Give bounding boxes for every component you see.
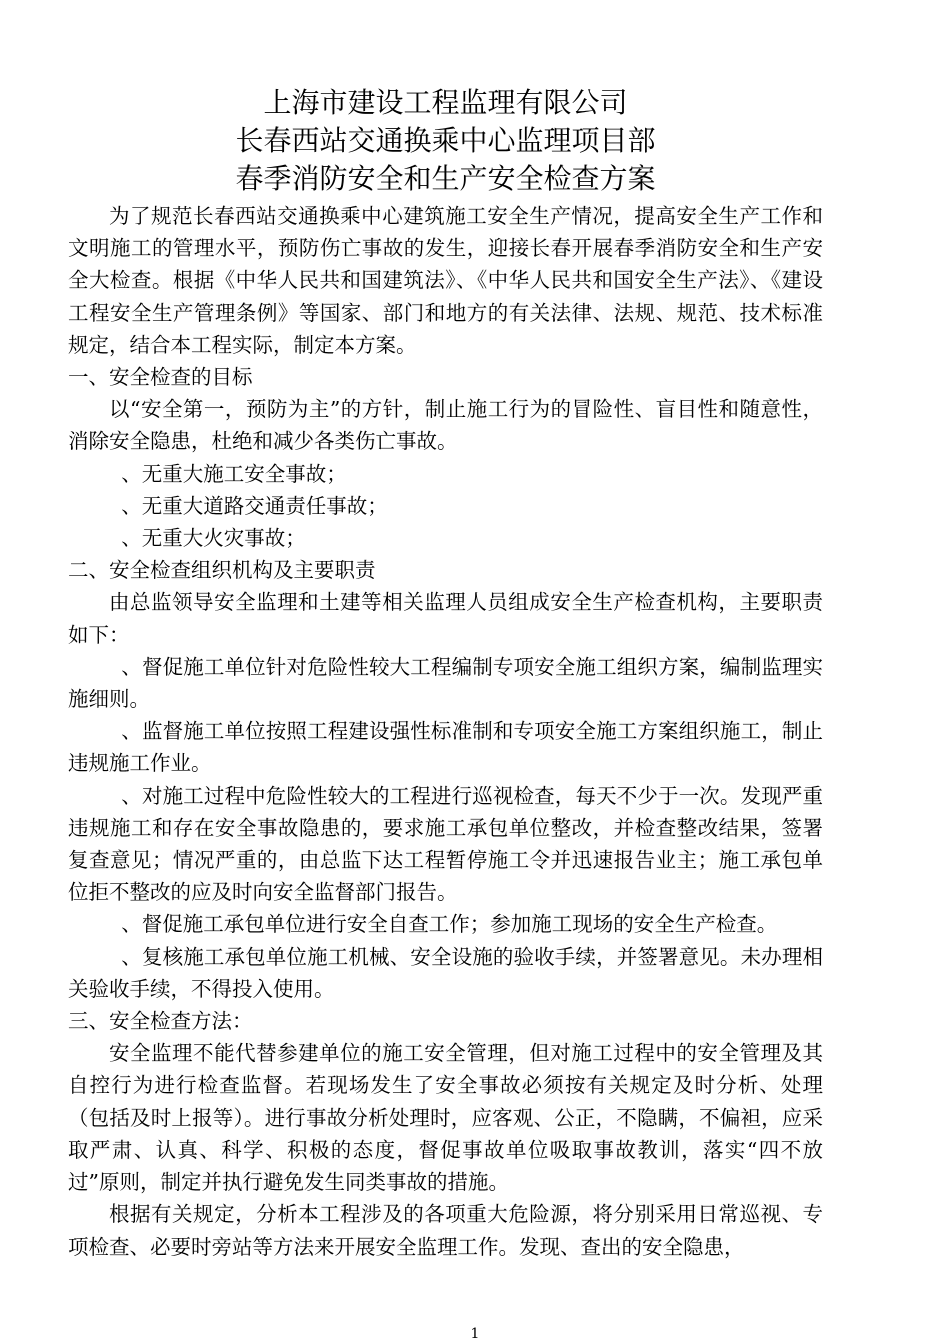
section-1-heading: 一、安全检查的目标	[68, 365, 253, 390]
section-1-item: 、无重大施工安全事故；	[121, 461, 347, 486]
company-title: 上海市建设工程监理有限公司	[263, 86, 628, 119]
section-1-item: 、无重大道路交通责任事故；	[121, 493, 388, 518]
section-3-paragraph: 根据有关规定，分析本工程涉及的各项重大危险源，将分别采用日常巡视、专项检查、必要时旁站等方法来开展安全监理工作。发现、查出的安全隐患，	[68, 1202, 823, 1259]
page-number: 1	[470, 1326, 480, 1342]
section-1-paragraph: 以“安全第一，预防为主”的方针，制止施工行为的冒险性、盲目性和随意性，消除安全隐患，杜绝和减少各类伤亡事故。	[68, 397, 823, 454]
section-3-heading: 三、安全检查方法：	[68, 1009, 253, 1034]
project-title: 长春西站交通换乘中心监理项目部	[235, 124, 656, 157]
section-2-item: 、监督施工单位按照工程建设强性标准制和专项安全施工方案组织施工，制止违规施工作业。	[68, 719, 823, 776]
section-2-item: 、对施工过程中危险性较大的工程进行巡视检查，每天不少于一次。发现严重违规施工和存在安全事故隐患的，要求施工承包单位整改，并检查整改结果，签署复查意见；情况严重的，由总监下达工程暂停施工令并迅速报告业主；施工承包单位拒不整改的应及时向安全监督部门报告。	[68, 783, 823, 905]
section-2-item: 、督促施工承包单位进行安全自查工作；参加施工现场的安全生产检查。	[121, 912, 778, 937]
section-3-paragraph: 安全监理不能代替参建单位的施工安全管理，但对施工过程中的安全管理及其自控行为进行检查监督。若现场发生了安全事故必须按有关规定及时分析、处理（包括及时上报等）。进行事故分析处理时，应客观、公正，不隐瞒，不偏袒，应采取严肃、认真、科学、积极的态度，督促事故单位吸取事故教训，落实“四不放过”原则，制定并执行避免发生同类事故的措施。	[68, 1041, 823, 1195]
section-2-heading: 二、安全检查组织机构及主要职责	[68, 558, 376, 583]
section-1-item: 、无重大火灾事故；	[121, 526, 306, 551]
intro-paragraph: 为了规范长春西站交通换乘中心建筑施工安全生产情况，提高安全生产工作和文明施工的管理水平，预防伤亡事故的发生，迎接长春开展春季消防安全和生产安全大检查。根据《中华人民共和国建筑法》、《中华人民共和国安全生产法》、《建设工程安全生产管理条例》等国家、部门和地方的有关法律、法规、规范、技术标准规定，结合本工程实际，制定本方案。	[68, 204, 823, 357]
plan-title: 春季消防安全和生产安全检查方案	[235, 162, 656, 195]
section-2-item: 、复核施工承包单位施工机械、安全设施的验收手续，并签署意见。未办理相关验收手续，不得投入使用。	[68, 944, 823, 1001]
section-2-paragraph: 由总监领导安全监理和土建等相关监理人员组成安全生产检查机构，主要职责如下：	[68, 590, 823, 647]
document-page	[68, 84, 823, 1263]
section-2-item: 、督促施工单位针对危险性较大工程编制专项安全施工组织方案，编制监理实施细则。	[68, 654, 823, 712]
